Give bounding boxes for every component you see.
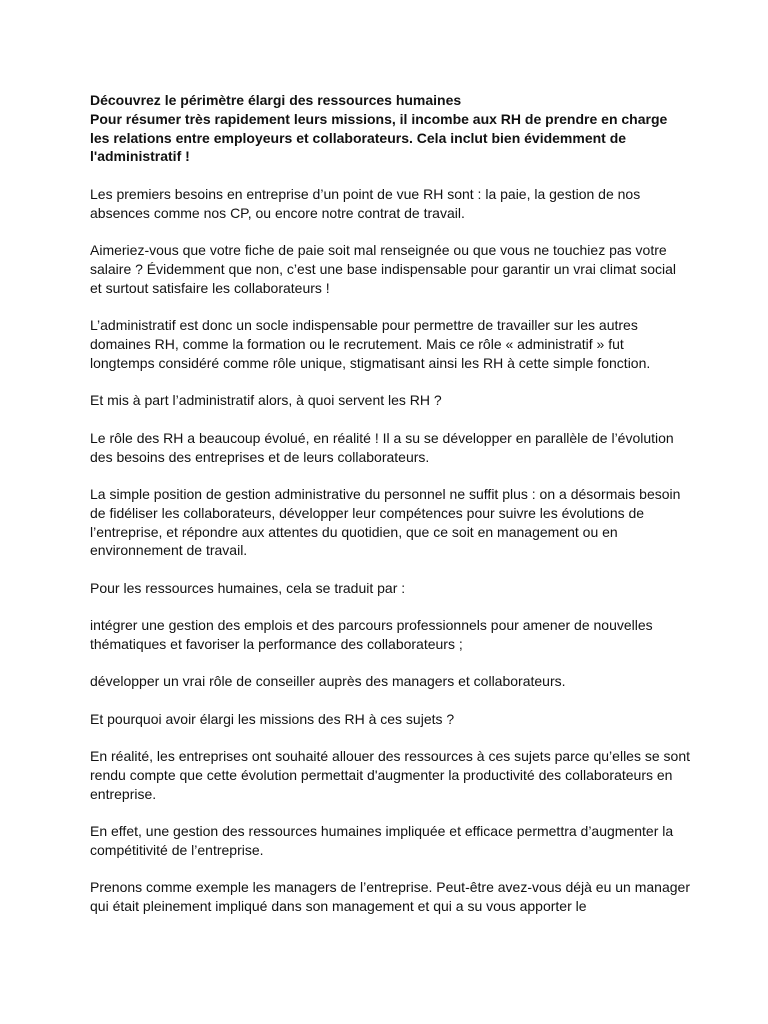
paragraph-exemple-managers: Prenons comme exemple les managers de l’entreprise. Peut-être avez-vous déjà eu un manager qui était pleinement impliqué dans son management et qui a su vous apporter le bbox=[90, 879, 690, 915]
paragraph-gestion-emplois: intégrer une gestion des emplois et des parcours professionnels pour amener de nouvelles thématiques et favoriser la performance des collaborateurs ; bbox=[90, 617, 653, 652]
paragraph-role-evolue: Le rôle des RH a beaucoup évolué, en réalité ! Il a su se développer en parallèle de l’évolution des besoins des entreprises et de leurs collaborateurs. bbox=[90, 429, 674, 465]
paragraph-productivite: En réalité, les entreprises ont souhaité allouer des ressources à ces sujets parce qu’elles se sont rendu compte que cette évolution permettait d'augmenter la productivité des collaborateurs en entreprise. bbox=[90, 748, 690, 802]
paragraph-fiche-de-paie: Aimeriez-vous que votre fiche de paie soit mal renseignée ou que vous ne touchiez pas votre salaire ? Évidemment que non, c’est une base indispensable pour garantir un vrai climat social et surtout satisfaire les collaborateurs ! bbox=[90, 242, 676, 296]
paragraph-question-missions: Et pourquoi avoir élargi les missions des RH à ces sujets ? bbox=[90, 710, 455, 727]
paragraph-gestion-administrative: La simple position de gestion administrative du personnel ne suffit plus : on a désormais besoin de fidéliser les collaborateurs, développer leur compétences pour suivre les évolutions de l’entreprise, et répondre aux attentes du quotidien, que ce soit en management ou en environnement de travail. bbox=[90, 485, 681, 559]
paragraph-conseiller: développer un vrai rôle de conseiller auprès des managers et collaborateurs. bbox=[90, 673, 566, 690]
document-heading bbox=[90, 91, 690, 166]
paragraph-competitivite: En effet, une gestion des ressources humaines impliquée et efficace permettra d’augmenter la compétitivité de l’entreprise. bbox=[90, 823, 674, 858]
heading-title: Découvrez le périmètre élargi des ressources humaines bbox=[90, 92, 462, 108]
paragraph-besoins: Les premiers besoins en entreprise d’un point de vue RH sont : la paie, la gestion de nos absences comme nos CP, ou encore notre contrat de travail. bbox=[90, 186, 641, 221]
paragraph-traduction: Pour les ressources humaines, cela se traduit par : bbox=[90, 579, 406, 596]
paragraph-question-rh: Et mis à part l’administratif alors, à quoi servent les RH ? bbox=[90, 392, 442, 409]
document-body bbox=[90, 91, 690, 934]
heading-lead: Pour résumer très rapidement leurs missions, il incombe aux RH de prendre en charge les relations entre employeurs et collaborateurs. Cela inclut bien évidemment de l'administratif ! bbox=[90, 110, 668, 165]
paragraph-administratif: L’administratif est donc un socle indispensable pour permettre de travailler sur les autres domaines RH, comme la formation ou le recrutement. Mais ce rôle « administratif » fut longtemps considéré comme rôle unique, stigmatisant ainsi les RH à cette simple fonction. bbox=[90, 317, 651, 371]
